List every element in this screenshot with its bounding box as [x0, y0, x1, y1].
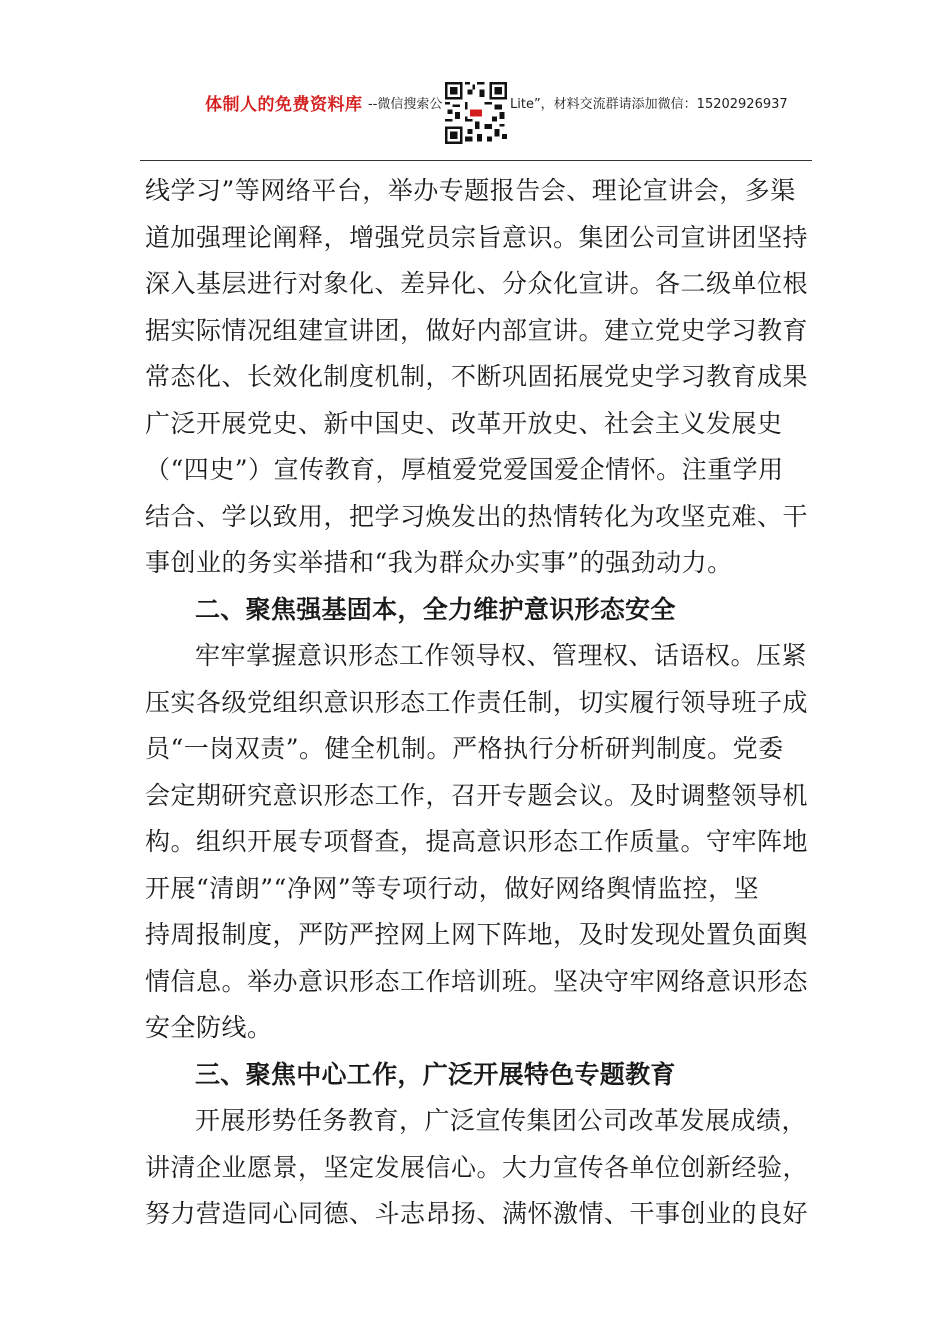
paragraph-line: 安全防线。 — [145, 1013, 273, 1042]
paragraph-line: 构。组织开展专项督查，提高意识形态工作质量。守牢阵地 — [145, 827, 809, 856]
paragraph-line: 常态化、长效化制度机制，不断巩固拓展党史学习教育成果 — [145, 362, 809, 391]
paragraph-line: 情信息。举办意识形态工作培训班。坚决守牢网络意识形态 — [145, 966, 809, 996]
paragraph-line: （“四史”）宣传教育，厚植爱党爱国爱企情怀。注重学用 — [145, 455, 784, 484]
document-body — [145, 168, 815, 1238]
paragraph-line: 会定期研究意识形态工作，召开专题会议。及时调整领导机 — [145, 780, 809, 810]
paragraph-line: 讲清企业愿景，坚定发展信心。大力宣传各单位创新经验， — [145, 1152, 809, 1182]
paragraph-line: 牢牢掌握意识形态工作领导权、管理权、话语权。压紧 — [195, 641, 808, 670]
page-header — [140, 78, 820, 150]
section-heading: 三、聚焦中心工作，广泛开展特色专题教育 — [195, 1059, 676, 1089]
paragraph-line: 据实际情况组建宣讲团，做好内部宣讲。建立党史学习教育 — [145, 315, 809, 345]
paragraph-line: 员“一岗双责”。健全机制。严格执行分析研判制度。党委 — [145, 734, 784, 763]
paragraph-line: 努力营造同心同德、斗志昂扬、满怀激情、干事创业的良好 — [145, 1199, 809, 1228]
header-divider — [140, 160, 812, 161]
paragraph-line: 道加强理论阐释，增强党员宗旨意识。集团公司宣讲团坚持 — [145, 222, 809, 252]
paragraph-line: 深入基层进行对象化、差异化、分众化宣讲。各二级单位根 — [145, 269, 809, 298]
paragraph-line: 事创业的务实举措和“我为群众办实事”的强劲动力。 — [145, 548, 733, 577]
paragraph-line: 持周报制度，严防严控网上网下阵地，及时发现处置负面舆 — [145, 920, 809, 949]
qr-code-icon — [445, 82, 507, 144]
header-brand: 体制人的免费资料库 — [205, 95, 363, 115]
paragraph-line: 开展形势任务教育，广泛宣传集团公司改革发展成绩， — [195, 1106, 808, 1135]
paragraph-line: 广泛开展党史、新中国史、改革开放史、社会主义发展史 — [145, 408, 783, 438]
paragraph-line: 开展“清朗”“净网”等专项行动，做好网络舆情监控，坚 — [145, 873, 760, 903]
header-contact: Lite”，材料交流群请添加微信：15202926937 — [510, 97, 788, 112]
paragraph-line: 结合、学以致用，把学习焕发出的热情转化为攻坚克难、干 — [145, 501, 809, 531]
header-search-hint: --微信搜索公 — [368, 97, 443, 112]
paragraph-line: 压实各级党组织意识形态工作责任制，切实履行领导班子成 — [145, 687, 809, 717]
paragraph-line: 线学习”等网络平台，举办专题报告会、理论宣讲会，多渠 — [145, 176, 796, 205]
section-heading: 二、聚焦强基固本，全力维护意识形态安全 — [195, 594, 676, 624]
